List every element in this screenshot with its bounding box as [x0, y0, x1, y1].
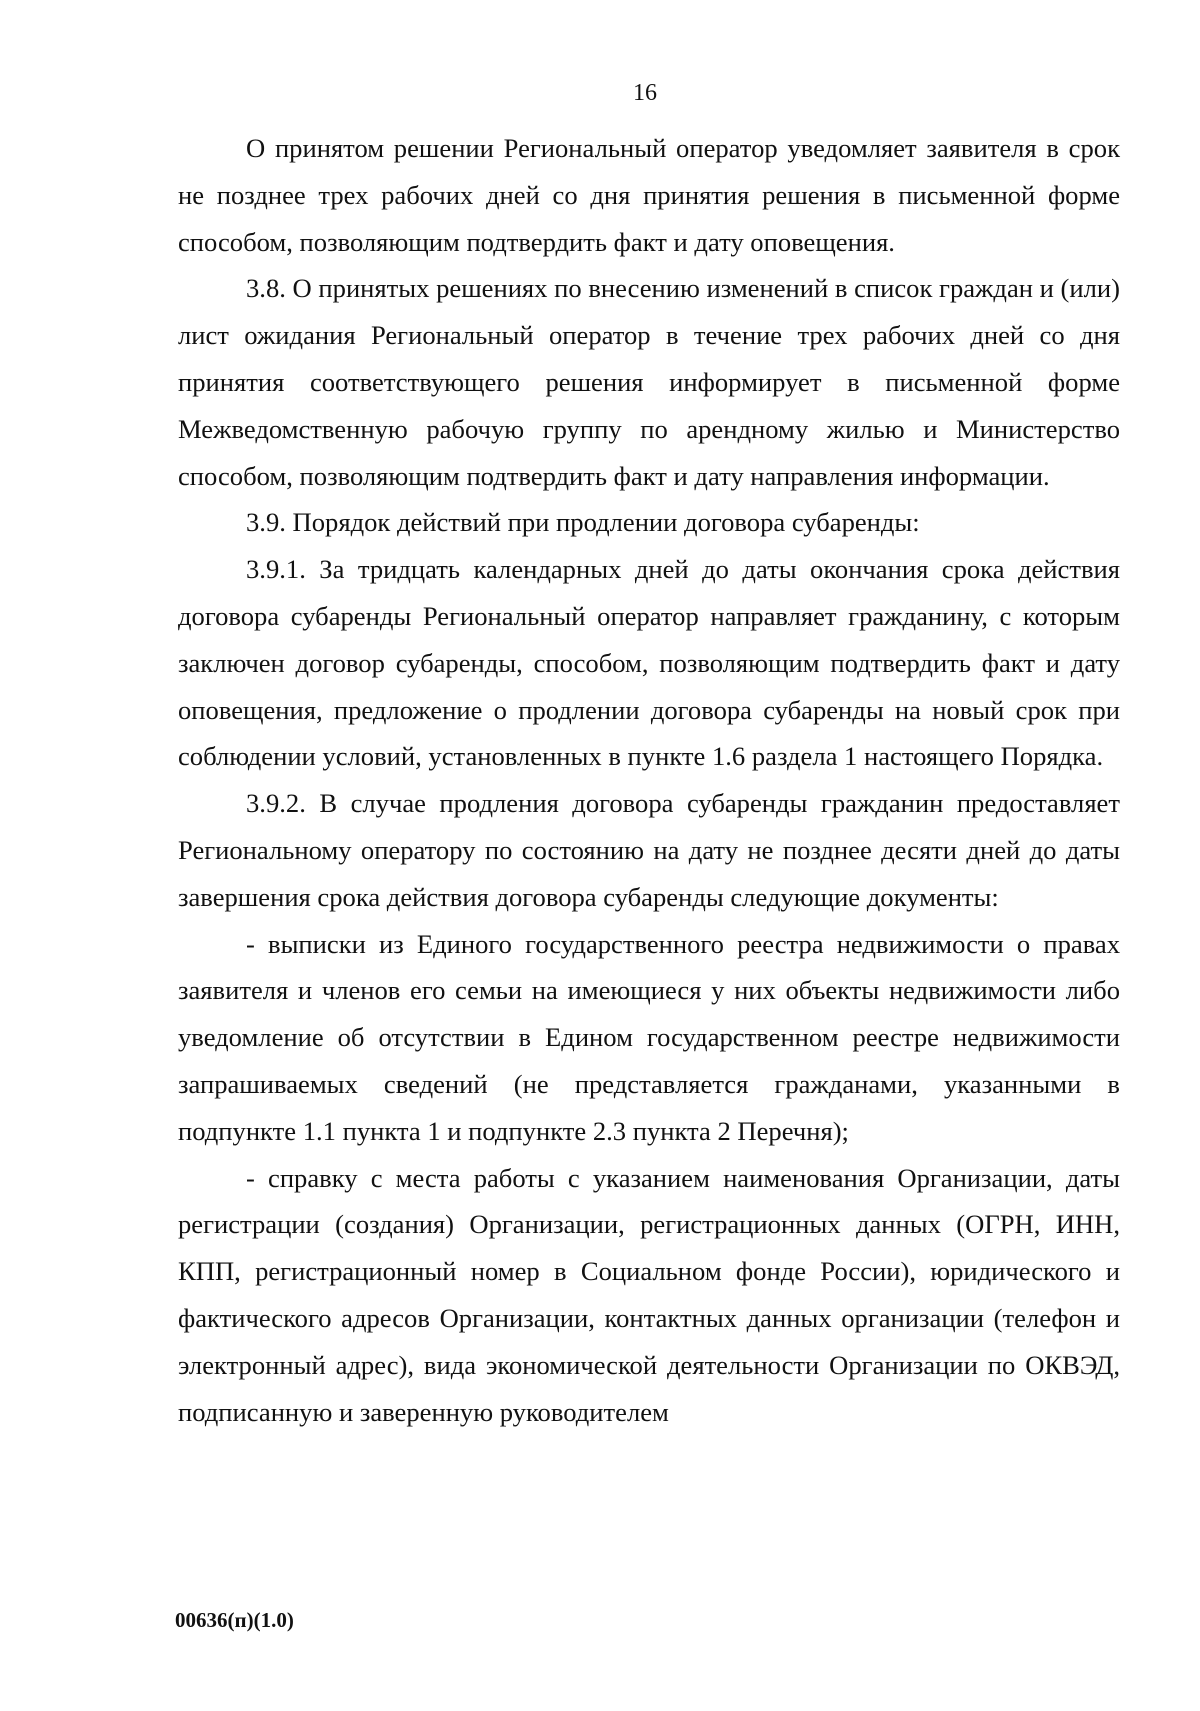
list-item-extracts: - выписки из Единого государственного реестра недвижимости о правах заявителя и членов его семьи на имеющиеся у них объекты недвижимости либо уведомление об отсутствии в Едином государственном реестре недвижимости запрашиваемых сведений (не представляется гражданами, указанными в подпункте 1.1 пункта 1 и подпункте 2.3 пункта 2 Перечня); [178, 928, 1120, 1146]
paragraph-notification: О принятом решении Региональный оператор уведомляет заявителя в срок не позднее трех рабочих дней со дня принятия решения в письменной форме способом, позволяющим подтвердить факт и дату оповещения. [178, 133, 1120, 257]
paragraph-3-9-2: 3.9.2. В случае продления договора субаренды гражданин предоставляет Региональному оператору по состоянию на дату не позднее десяти дней до даты завершения срока действия договора субаренды следующие документы: [178, 788, 1120, 912]
list-item-work-certificate: - справку с места работы с указанием наименования Организации, даты регистрации (создания) Организации, регистрационных данных (ОГРН, ИНН, КПП, регистрационный номер в Социальном фонде России), юридического и фактического адресов Организации, контактных данных организации (телефон и электронный адрес), вида экономической деятельности Организации по ОКВЭД, подписанную и заверенную руководителем [178, 1162, 1120, 1427]
page-number: 16 [633, 80, 657, 106]
paragraph-3-8: 3.8. О принятых решениях по внесению изменений в список граждан и (или) лист ожидания Региональный оператор в течение трех рабочих дней со дня принятия соответствующего решения информирует в письменной форме Межведомственную рабочую группу по арендному жилью и Министерство способом, позволяющим подтвердить факт и дату направления информации. [178, 273, 1120, 491]
document-body [178, 125, 1120, 1435]
footer-document-code: 00636(п)(1.0) [175, 1608, 294, 1632]
paragraph-3-9-1: 3.9.1. За тридцать календарных дней до даты окончания срока действия договора субаренды Региональный оператор направляет гражданину, с которым заключен договор субаренды, способом, позволяющим подтвердить факт и дату оповещения, предложение о продлении договора субаренды на новый срок при соблюдении условий, установленных в пункте 1.6 раздела 1 настоящего Порядка. [178, 554, 1120, 772]
paragraph-3-9: 3.9. Порядок действий при продлении договора субаренды: [246, 507, 920, 538]
